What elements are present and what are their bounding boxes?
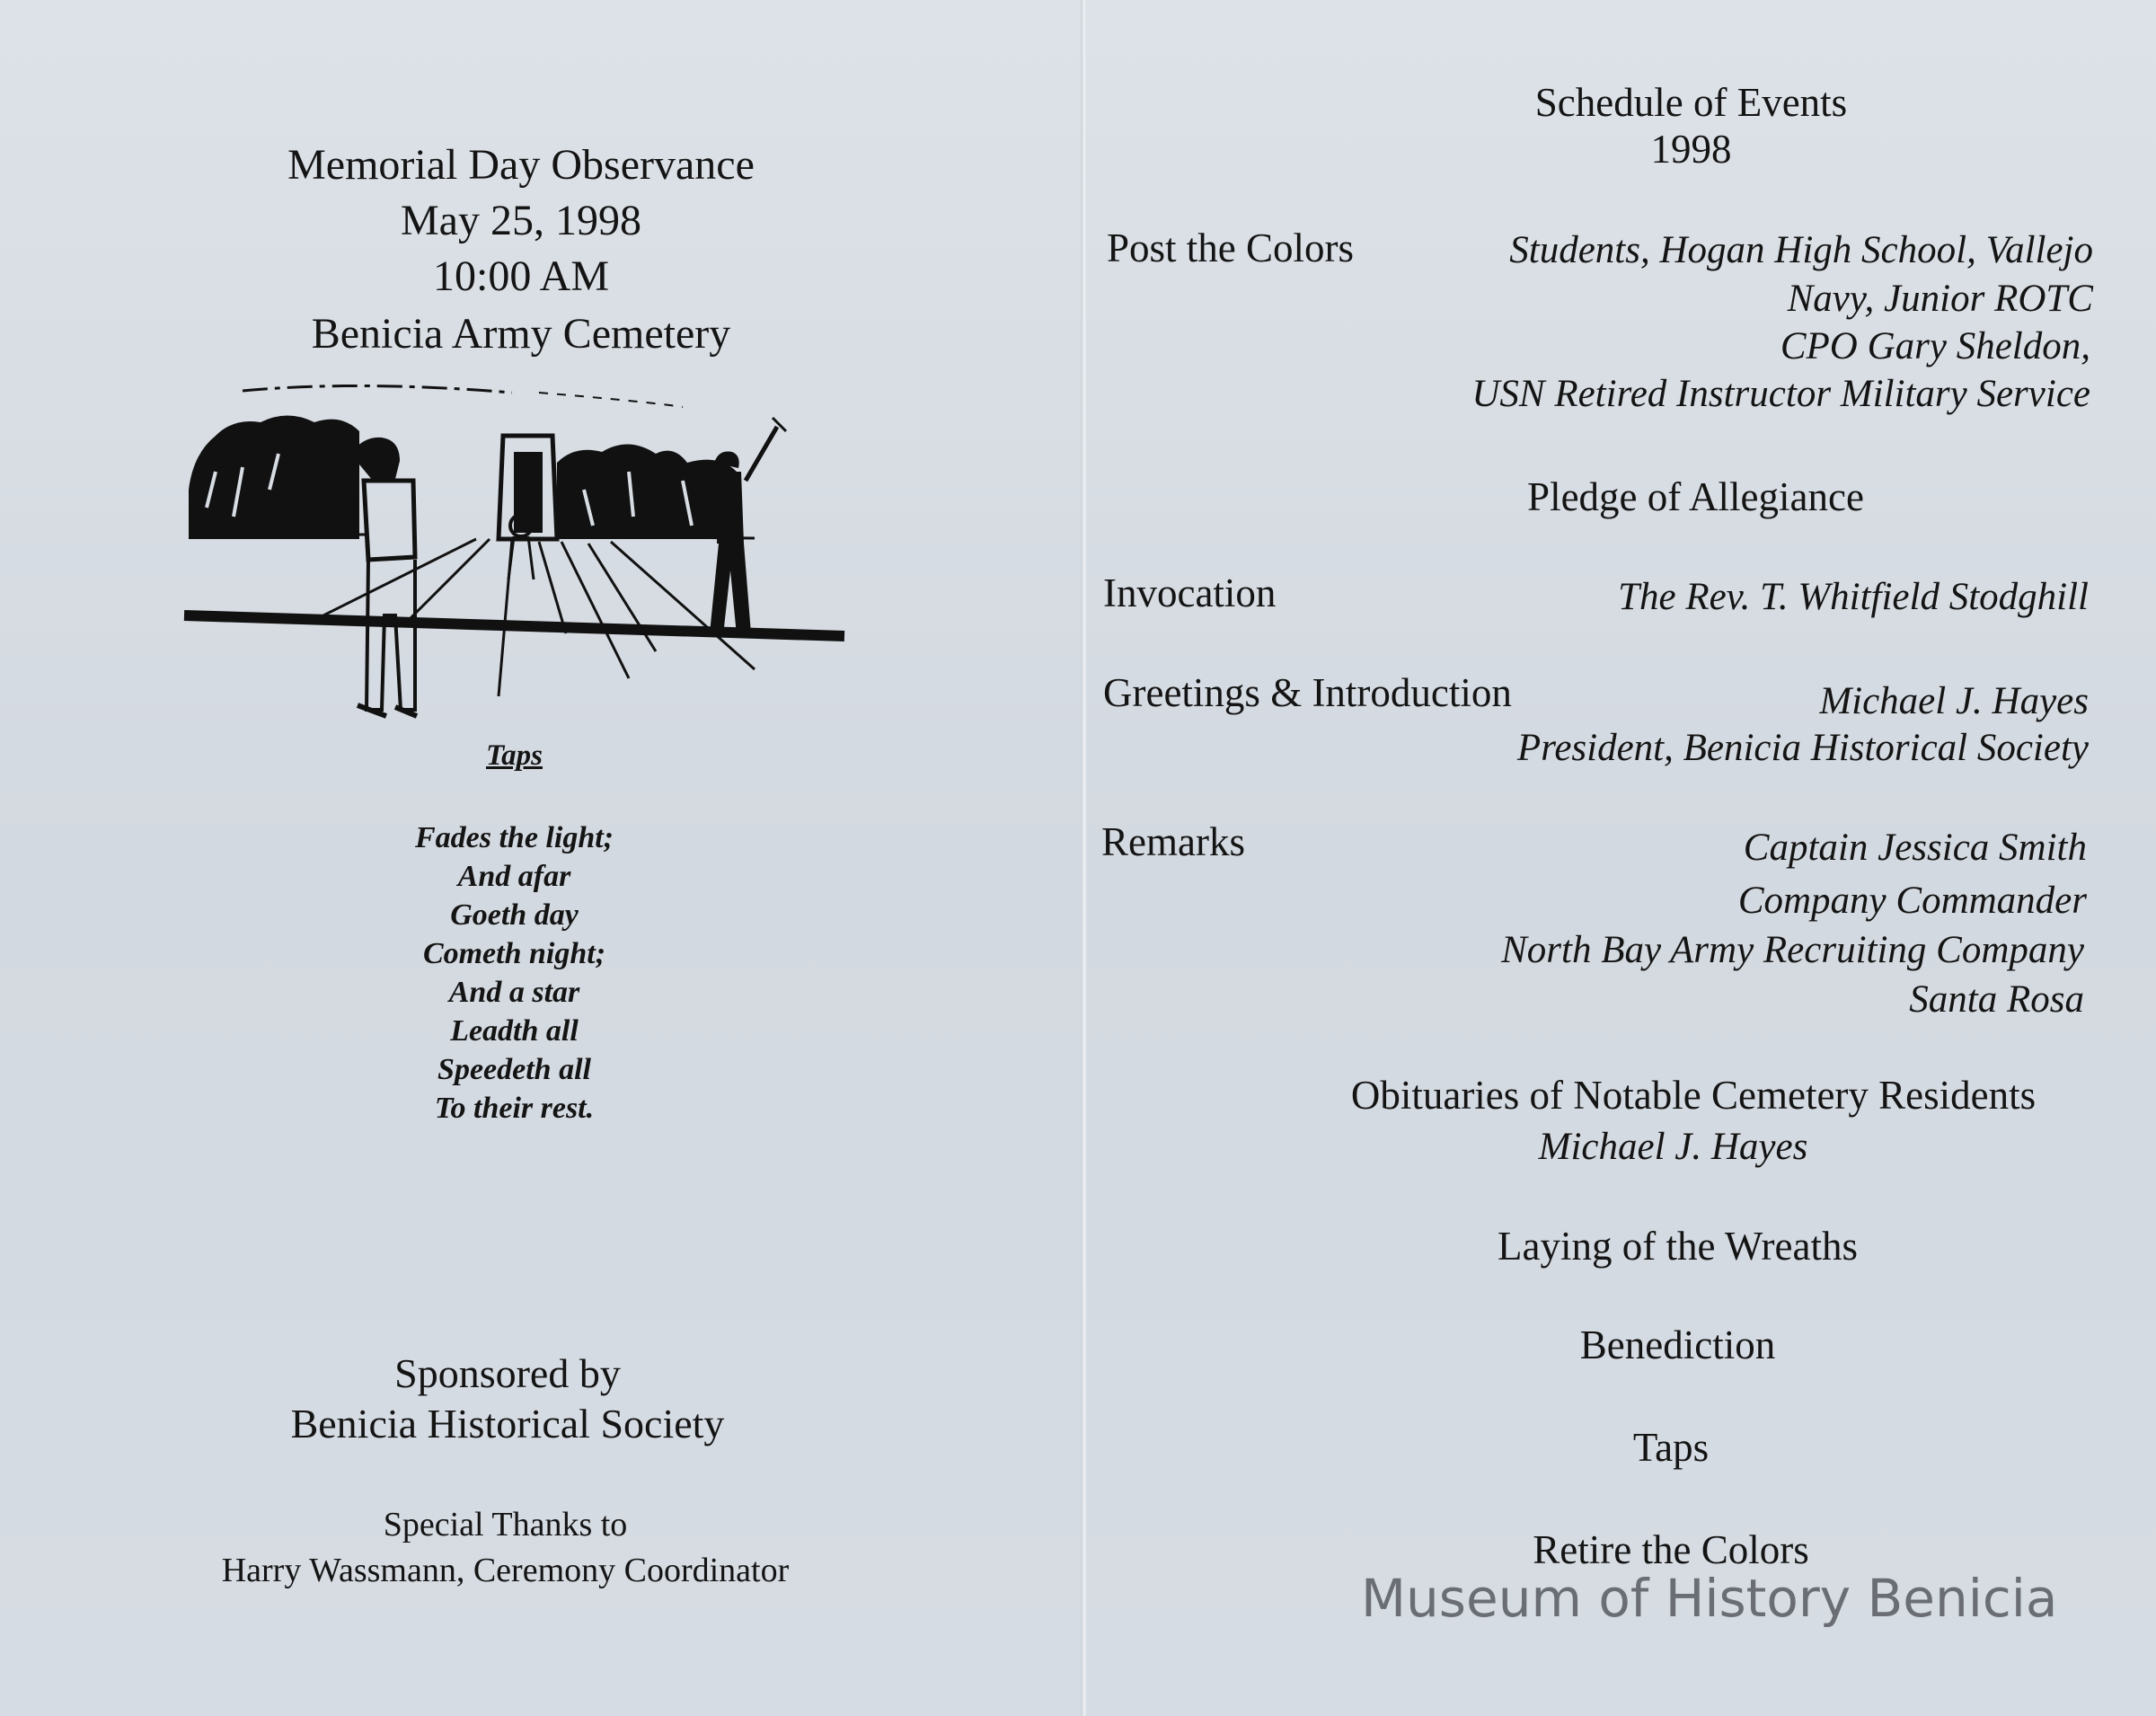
poem-line: Goeth day xyxy=(450,898,579,932)
presenter-line: Michael J. Hayes xyxy=(1538,1126,1808,1168)
presenter-line: President, Benicia Historical Society xyxy=(1516,727,2089,769)
event-label: Obituaries of Notable Cemetery Residents xyxy=(1350,1073,2037,1118)
presenter-line: Michael J. Hayes xyxy=(1819,680,2089,722)
museum-watermark: Museum of History Benicia xyxy=(1361,1568,2058,1629)
event-wreaths: Laying of the Wreaths xyxy=(1498,1224,1858,1269)
event-time: 10:00 AM xyxy=(432,252,610,300)
event-title: Memorial Day Observance xyxy=(287,141,755,189)
thanks-label: Special Thanks to xyxy=(383,1506,628,1544)
sponsor-name: Benicia Historical Society xyxy=(290,1401,725,1446)
thanks-name: Harry Wassmann, Ceremony Coordinator xyxy=(221,1552,790,1589)
poem-line: Fades the light; xyxy=(414,821,614,854)
event-label: Greetings & Introduction xyxy=(1103,670,1512,715)
poem-line: To their rest. xyxy=(434,1092,595,1125)
presenter-line: Students, Hogan High School, Vallejo xyxy=(1509,229,2093,271)
poem-line: And afar xyxy=(457,860,571,893)
event-label: Invocation xyxy=(1103,571,1277,615)
presenter-line: The Rev. T. Whitfield Stodghill xyxy=(1618,576,2089,618)
schedule-year: 1998 xyxy=(1650,127,1732,172)
presenter-line: Company Commander xyxy=(1737,880,2087,922)
cemetery-illustration xyxy=(180,382,853,723)
event-label: Post the Colors xyxy=(1107,226,1355,270)
presenter-line: Captain Jessica Smith xyxy=(1743,827,2087,869)
presenter-line: Santa Rosa xyxy=(1909,978,2084,1021)
sponsor-label: Sponsored by xyxy=(394,1350,621,1396)
presenter-line: North Bay Army Recruiting Company xyxy=(1501,929,2084,971)
presenter-line: USN Retired Instructor Military Service xyxy=(1471,373,2090,415)
poem-title: Taps xyxy=(486,739,543,772)
event-label: Remarks xyxy=(1101,819,1245,864)
poem-line: And a star xyxy=(448,976,580,1009)
event-taps: Taps xyxy=(1632,1425,1710,1470)
presenter-line: CPO Gary Sheldon, xyxy=(1780,325,2090,367)
poem-line: Leadth all xyxy=(450,1014,579,1048)
schedule-title: Schedule of Events xyxy=(1534,80,1848,125)
event-pledge: Pledge of Allegiance xyxy=(1527,474,1864,519)
right-page xyxy=(1087,0,2156,1716)
event-retire-colors: Retire the Colors xyxy=(1533,1527,1809,1572)
event-date: May 25, 1998 xyxy=(401,197,641,244)
event-benediction: Benediction xyxy=(1579,1322,1776,1367)
poem-line: Speedeth all xyxy=(437,1053,591,1086)
event-location: Benicia Army Cemetery xyxy=(311,310,731,358)
poem-line: Cometh night; xyxy=(422,937,606,970)
presenter-line: Navy, Junior ROTC xyxy=(1787,278,2093,320)
